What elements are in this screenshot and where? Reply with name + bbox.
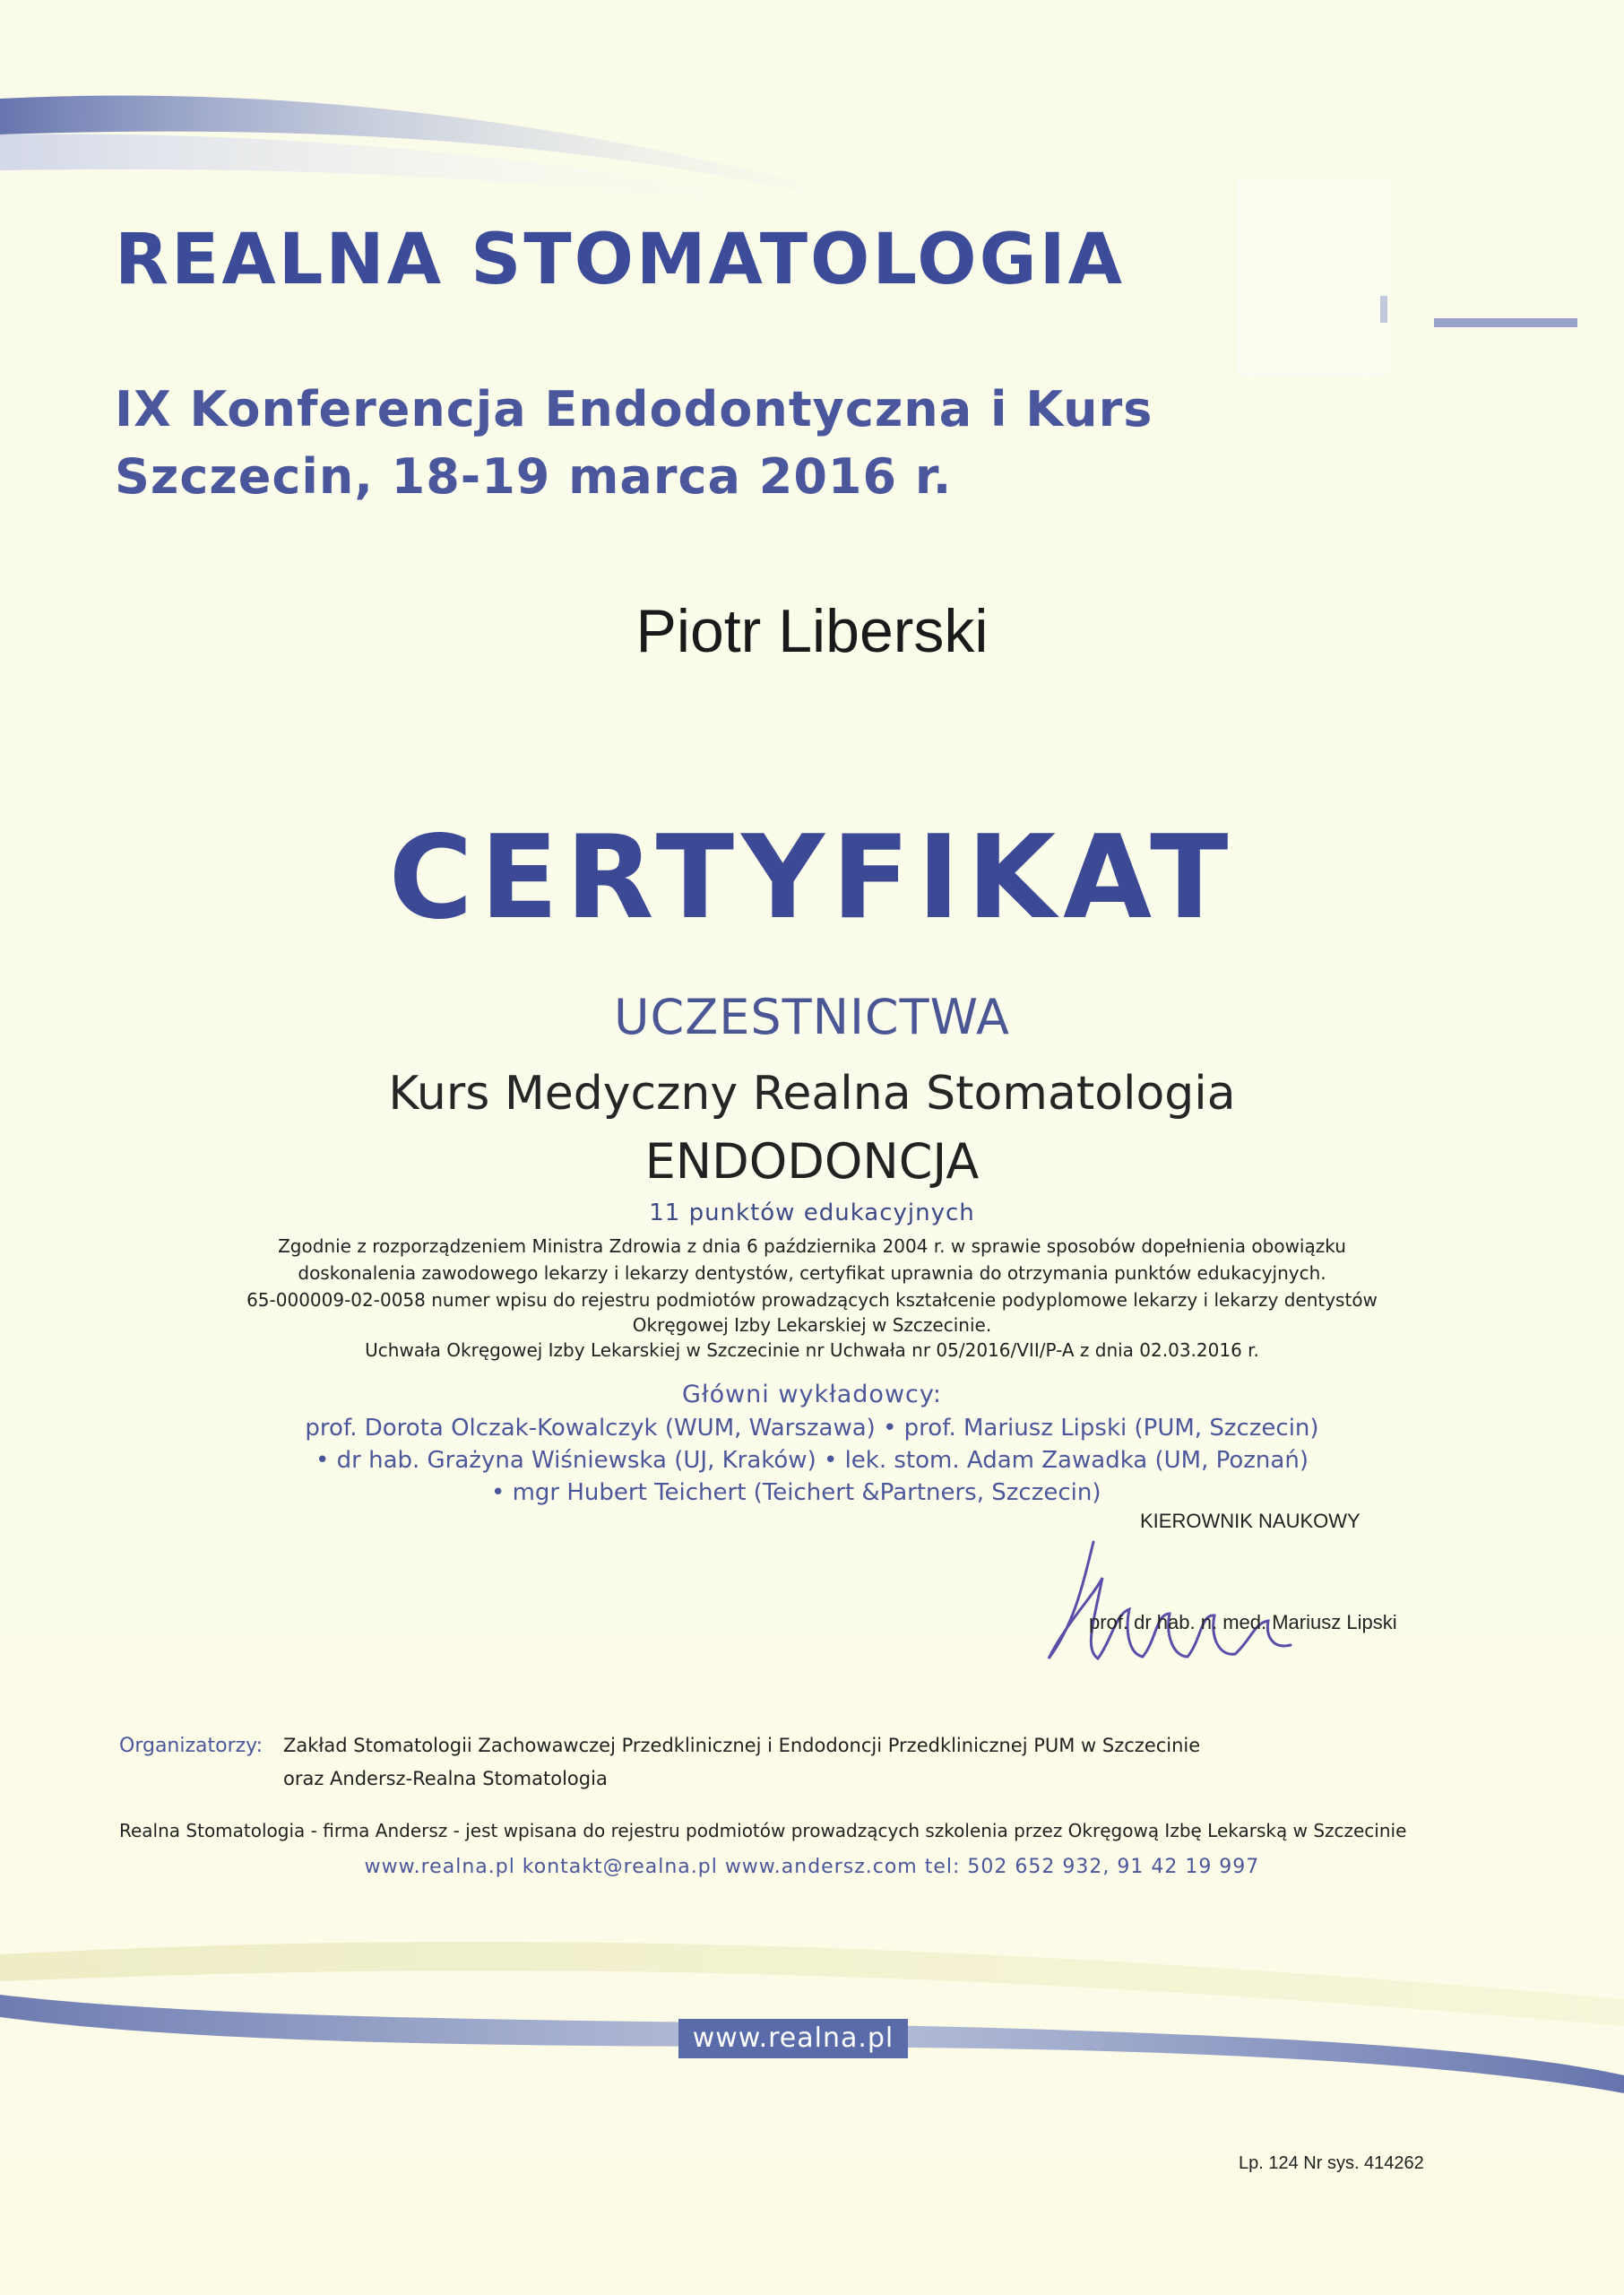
legal-line-2: doskonalenia zawodowego lekarzy i lekarzy dentystów, certyfikat uprawnia do otrzymania punktów edukacyjnych. (298, 1262, 1326, 1284)
legal-line-1: Zgodnie z rozporządzeniem Ministra Zdrowia z dnia 6 października 2004 r. w sprawie sposobów dopełnienia obowiązku (278, 1235, 1346, 1257)
certificate-title: CERTYFIKAT (388, 811, 1236, 945)
recipient-name: Piotr Liberski (635, 597, 989, 665)
legal-line-5: Uchwała Okręgowej Izby Lekarskiej w Szczecinie nr Uchwała nr 05/2016/VII/P-A z dnia 02.03.2016 r. (365, 1339, 1259, 1361)
top-wave-decoration (0, 0, 1624, 377)
organizers-line-1: Zakład Stomatologii Zachowawczej Przedklinicznej i Endodoncji Przedklinicznej PUM w Szczecinie (283, 1735, 1201, 1756)
course-specialty: ENDODONCJA (644, 1133, 980, 1190)
signature-role: KIEROWNIK NAUKOWY (1140, 1510, 1361, 1532)
signatory-name: prof. dr hab. n. med. Mariusz Lipski (1089, 1611, 1397, 1633)
signature-image (1031, 1524, 1353, 1676)
conference-place-date: Szczecin, 18-19 marca 2016 r. (115, 448, 953, 505)
contact-details: www.realna.pl kontakt@realna.pl www.andersz.com tel: 502 652 932, 91 42 19 997 (364, 1856, 1260, 1878)
course-name: Kurs Medyczny Realna Stomatologia (388, 1067, 1236, 1121)
certificate-subtitle: UCZESTNICTWA (614, 989, 1010, 1045)
system-number: Lp. 124 Nr sys. 414262 (1239, 2153, 1424, 2173)
lecturers-line-1: prof. Dorota Olczak-Kowalczyk (WUM, Warszawa) • prof. Mariusz Lipski (PUM, Szczecin) (305, 1415, 1319, 1442)
website-badge[interactable]: www.realna.pl (678, 2019, 908, 2058)
organizers-line-2: oraz Andersz-Realna Stomatologia (283, 1768, 608, 1789)
education-points: 11 punktów edukacyjnych (649, 1199, 975, 1226)
conference-title: IX Konferencja Endodontyczna i Kurs (115, 381, 1153, 437)
lecturers-heading: Główni wykładowcy: (681, 1381, 942, 1408)
lecturers-line-3: • mgr Hubert Teichert (Teichert &Partners, Szczecin) (491, 1479, 1101, 1506)
brand-title: REALNA STOMATOLOGIA (115, 220, 1125, 300)
legal-line-3: 65-000009-02-0058 numer wpisu do rejestru podmiotów prowadzących kształcenie podyplomowe lekarzy i lekarzy dentystów (246, 1289, 1378, 1311)
registry-statement: Realna Stomatologia - firma Andersz - jest wpisana do rejestru podmiotów prowadzących szkolenia przez Okręgową Izbę Lekarską w Szczecinie (119, 1820, 1407, 1841)
lecturers-line-2: • dr hab. Grażyna Wiśniewska (UJ, Kraków) • lek. stom. Adam Zawadka (UM, Poznań) (315, 1447, 1309, 1474)
legal-line-4: Okręgowej Izby Lekarskiej w Szczecinie. (632, 1314, 992, 1336)
organizers-label: Organizatorzy: (119, 1735, 263, 1757)
